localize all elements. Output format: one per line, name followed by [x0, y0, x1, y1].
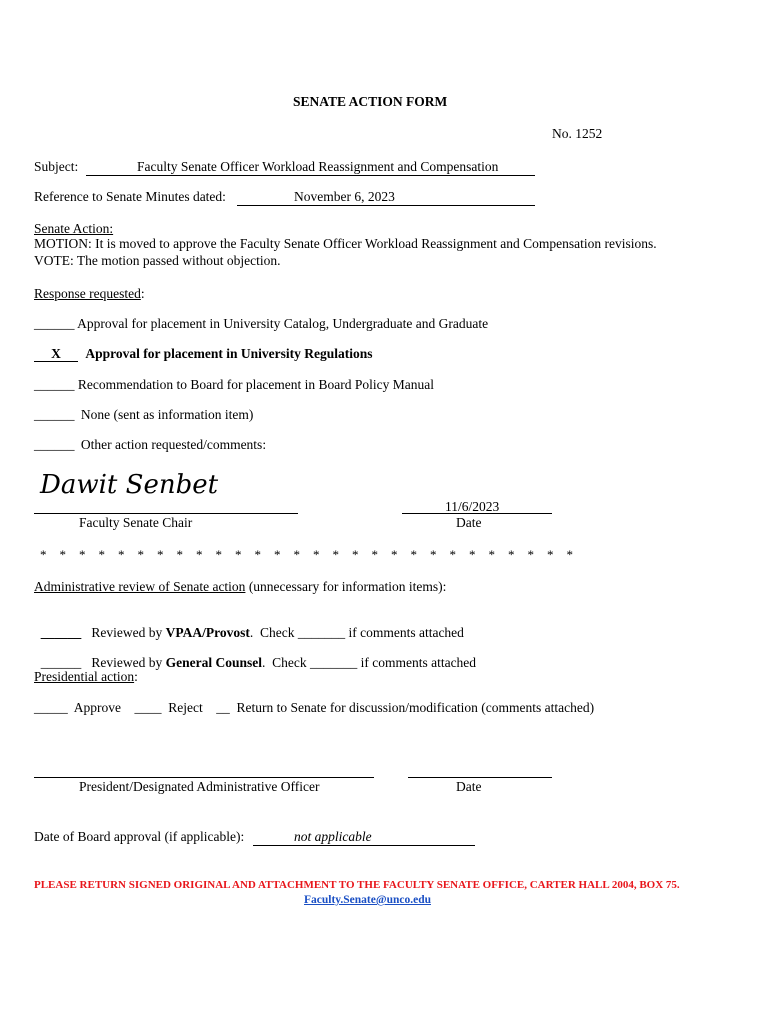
response-heading	[34, 286, 145, 302]
x-mark: X	[51, 346, 61, 361]
reference-underline	[237, 205, 535, 206]
reference-label: Reference to Senate Minutes dated:	[34, 189, 226, 204]
board-approval-line	[253, 845, 475, 846]
review-pre: Reviewed by	[91, 655, 166, 670]
response-option-mark-x[interactable]	[34, 346, 78, 362]
review-pre: Reviewed by	[91, 625, 166, 640]
response-heading-colon: :	[140, 286, 145, 301]
response-option-mark[interactable]: ______	[34, 437, 75, 452]
admin-review-heading-text: Administrative review of Senate action	[34, 579, 246, 594]
officer-date-line	[408, 777, 552, 778]
response-option-label: Other action requested/comments:	[80, 437, 267, 452]
form-title: SENATE ACTION FORM	[293, 94, 448, 109]
officer-signature-line	[34, 777, 374, 778]
response-option-mark[interactable]: ______	[34, 377, 75, 392]
motion-text: MOTION: It is moved to approve the Faculty Senate Officer Workload Reassignment and Compensation revisions.	[34, 236, 657, 251]
chair-label: Faculty Senate Chair	[79, 515, 193, 530]
response-option	[34, 437, 266, 453]
chair-date-label: Date	[456, 515, 482, 530]
chair-date-line	[402, 513, 552, 514]
review-mark[interactable]: ______	[40, 655, 82, 670]
email-link[interactable]: Faculty.Senate@unco.edu	[304, 894, 431, 906]
form-number: No. 1252	[552, 126, 603, 141]
chair-date-value: 11/6/2023	[445, 499, 500, 514]
officer-date-label: Date	[456, 779, 482, 794]
response-option-mark[interactable]: ______	[34, 407, 75, 422]
chair-signature: Dawit Senbet	[40, 470, 219, 500]
admin-review-note: (unnecessary for information items):	[245, 579, 447, 594]
board-approval-value: not applicable	[294, 829, 372, 844]
admin-review-row	[34, 639, 476, 671]
subject-row	[34, 159, 78, 175]
vote-text: VOTE: The motion passed without objection.	[34, 253, 281, 268]
review-who: VPAA/Provost	[165, 625, 250, 640]
separator-stars: * * * * * * * * * * * * * * * * * * * * * * * * * * * *	[40, 547, 573, 562]
response-option	[34, 377, 434, 393]
response-option-label: Recommendation to Board for placement in Board Policy Manual	[77, 377, 435, 392]
review-post: . Check _______ if comments attached	[261, 655, 477, 670]
review-mark[interactable]: ______	[40, 625, 82, 640]
chair-signature-line	[34, 513, 298, 514]
return-notice: PLEASE RETURN SIGNED ORIGINAL AND ATTACHMENT TO THE FACULTY SENATE OFFICE, CARTER HALL 2004, BOX 75.	[34, 879, 680, 891]
senate-action-heading: Senate Action:	[34, 221, 114, 236]
subject-value: Faculty Senate Officer Workload Reassignment and Compensation	[137, 159, 499, 174]
admin-review-heading	[34, 579, 446, 595]
response-option-label: Approval for placement in University Regulations	[85, 346, 373, 361]
presidential-choices[interactable]: _____ Approve ____ Reject __ Return to Senate for discussion/modification (comments attached)	[34, 700, 595, 715]
response-option	[34, 316, 488, 332]
reference-value: November 6, 2023	[294, 189, 395, 204]
subject-label: Subject:	[34, 159, 79, 174]
response-heading-text: Response requested	[34, 286, 141, 301]
subject-underline	[86, 175, 535, 176]
review-who: General Counsel	[165, 655, 262, 670]
presidential-heading-text: Presidential action	[34, 669, 135, 684]
response-option-label: None (sent as information item)	[80, 407, 254, 422]
response-option	[34, 407, 253, 423]
review-post: . Check _______ if comments attached	[249, 625, 464, 640]
presidential-heading-colon: :	[134, 669, 138, 684]
admin-review-row	[34, 609, 464, 641]
response-option-mark[interactable]: ______	[34, 316, 75, 331]
board-approval-label: Date of Board approval (if applicable):	[34, 829, 248, 844]
officer-label: President/Designated Administrative Officer	[79, 779, 320, 794]
presidential-heading	[34, 669, 138, 685]
response-option-selected	[34, 346, 373, 362]
response-option-label: Approval for placement in University Catalog, Undergraduate and Graduate	[77, 316, 489, 331]
